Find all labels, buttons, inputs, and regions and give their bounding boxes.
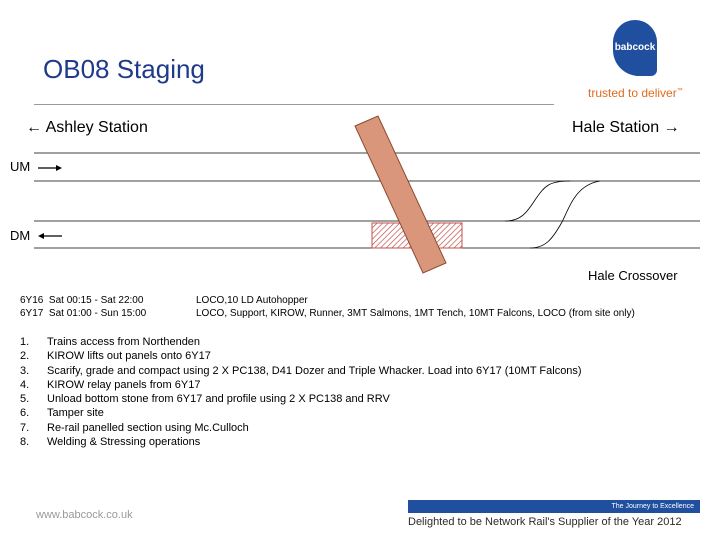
crossover-rail-left [505,181,570,221]
crossover-label: Hale Crossover [588,268,678,283]
logo-wordmark: babcock [614,42,656,53]
list-item: 2. KIROW lifts out panels onto 6Y17 [20,350,211,363]
list-item: 1. Trains access from Northenden [20,336,201,348]
down-main-label: DM [10,228,31,243]
page-title: OB08 Staging [43,54,205,84]
logo-tagline: trusted to deliver™ [588,86,683,100]
footer-banner-text: Delighted to be Network Rail's Supplier of the Year 2012 [408,516,682,528]
resources-row: LOCO,10 LD Autohopper [196,295,308,306]
list-item: 7. Re-rail panelled section using Mc.Culloch [20,421,249,434]
footer-banner [408,500,700,532]
footer-url: www.babcock.co.uk [36,509,133,521]
title-divider [34,104,554,105]
possession-row: 6Y17 Sat 01:00 - Sun 15:00 [20,308,147,319]
possession-windows [20,294,146,320]
list-item: 6. Tamper site [20,407,104,420]
footer-banner-top: The Journey to Excellence [408,500,700,513]
hale-station-label: Hale Station → [572,119,680,136]
resources-row: LOCO, Support, KIROW, Runner, 3MT Salmons, 1MT Tench, 10MT Falcons, LOCO (from site only) [196,308,635,319]
babcock-logo [586,20,696,104]
list-item: 5. Unload bottom stone from 6Y17 and profile using 2 X PC138 and RRV [20,393,390,406]
possession-row: 6Y16 Sat 00:15 - Sat 22:00 [20,295,144,306]
list-item: 8. Welding & Stressing operations [20,436,201,449]
possession-resources [196,294,635,320]
list-item: 4. KIROW relay panels from 6Y17 [20,378,201,391]
up-arrow-head [56,165,62,171]
up-main-label: UM [10,159,31,174]
ashley-station-label: ← Ashley Station [26,119,148,136]
down-arrow-head [38,233,44,239]
list-item: 3. Scarify, grade and compact using 2 X PC138, D41 Dozer and Triple Whacker. Load into 6Y17 (10MT Falcons) [20,364,582,377]
possession-barrier [355,116,446,273]
crossover-rail-right [530,181,600,248]
method-steps [20,335,582,449]
